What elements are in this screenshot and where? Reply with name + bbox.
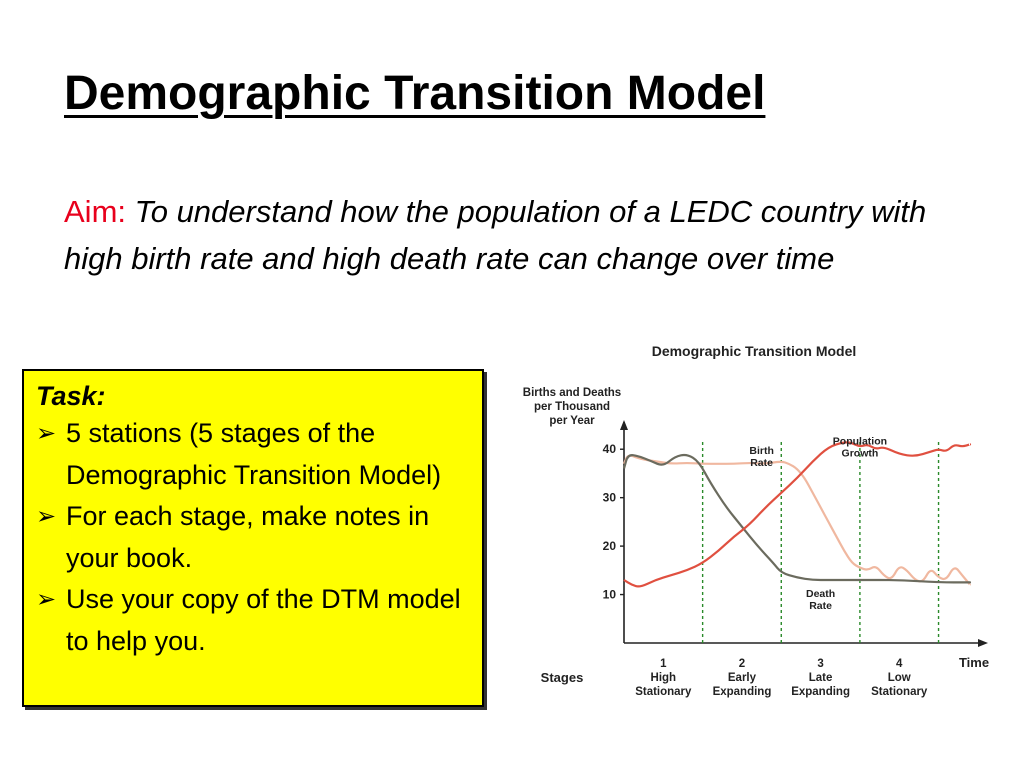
arrow-bullet-icon: ➢ <box>36 586 57 613</box>
task-item <box>36 579 472 662</box>
birth-rate-line <box>624 456 970 585</box>
stage-name-line: Late <box>808 672 833 684</box>
aim-label: Aim: <box>64 194 126 229</box>
population-growth-label: Growth <box>841 447 879 460</box>
y-axis-label-line: per Year <box>549 415 595 427</box>
y-axis-arrow-icon <box>620 420 628 430</box>
task-list <box>36 413 472 662</box>
stage-number: 2 <box>738 658 746 670</box>
x-axis-arrow-icon <box>978 639 988 647</box>
dtm-chart <box>500 330 1000 710</box>
chart-title: Demographic Transition Model <box>651 343 857 359</box>
y-tick-label: 10 <box>602 587 616 602</box>
stage-name-line: High <box>650 672 677 684</box>
task-item <box>36 496 472 579</box>
stage-dividers <box>703 442 939 643</box>
y-tick-label: 40 <box>602 442 616 457</box>
stages-label: Stages <box>540 670 584 685</box>
stage-name-line: Early <box>727 672 757 684</box>
stage-name-line: Stationary <box>871 686 928 698</box>
death-rate-line <box>624 455 970 582</box>
axes <box>603 420 988 647</box>
task-item-text: For each stage, make notes in your book. <box>66 501 430 573</box>
aim-text: To understand how the population of a LEDC country with high birth rate and high death rate can change over time <box>64 194 927 276</box>
series-labels <box>749 435 887 612</box>
stage-name-line: Low <box>887 672 911 684</box>
slide-title: Demographic Transition Model <box>64 67 766 120</box>
arrow-bullet-icon: ➢ <box>36 420 57 447</box>
y-tick-label: 30 <box>602 490 616 505</box>
stage-name-line: Stationary <box>635 686 692 698</box>
task-heading: Task: <box>36 381 106 411</box>
task-item <box>36 413 472 496</box>
series <box>624 442 970 586</box>
birth-rate-label: Birth <box>749 445 774 458</box>
stage-labels <box>635 658 928 698</box>
aim-statement <box>64 188 984 282</box>
y-tick-label: 20 <box>602 539 616 554</box>
stage-number: 3 <box>817 658 824 670</box>
x-axis-label: Time <box>958 655 990 670</box>
y-axis-label-line: per Thousand <box>533 401 611 413</box>
stage-number: 1 <box>660 658 667 670</box>
stage-name-line: Expanding <box>712 686 772 698</box>
population-growth-label: Population <box>832 435 888 448</box>
y-axis-label-line: Births and Deaths <box>522 387 622 399</box>
arrow-bullet-icon: ➢ <box>36 503 57 530</box>
task-item-text: Use your copy of the DTM model to help you. <box>66 584 461 656</box>
stage-number: 4 <box>896 658 903 670</box>
task-box <box>22 369 484 707</box>
stage-name-line: Expanding <box>791 686 850 698</box>
birth-rate-label: Rate <box>750 457 773 470</box>
death-rate-label: Death <box>805 587 836 600</box>
y-axis-label <box>523 387 621 427</box>
task-item-text: 5 stations (5 stages of the Demographic Transition Model) <box>66 418 442 490</box>
death-rate-label: Rate <box>809 599 832 612</box>
